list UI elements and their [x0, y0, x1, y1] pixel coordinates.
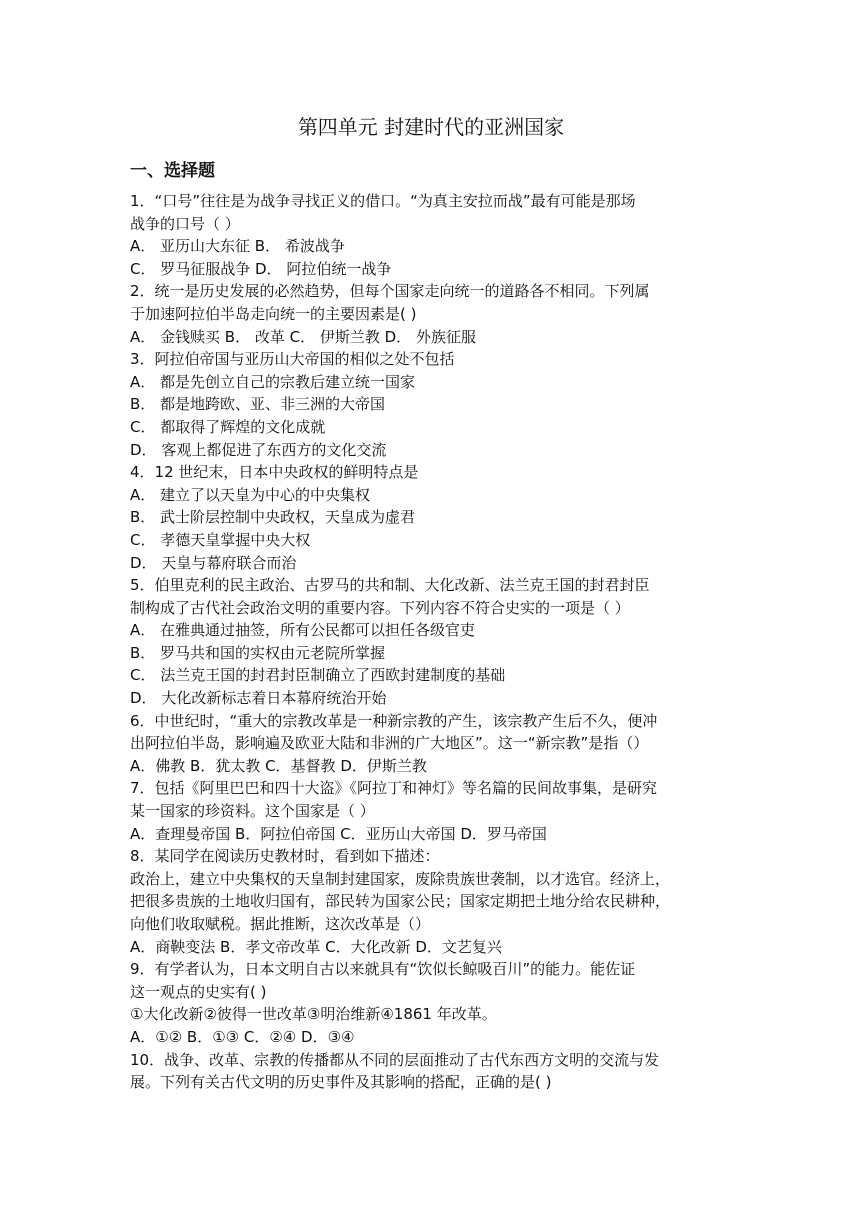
text-line: 7．包括《阿里巴巴和四十大盗》《阿拉丁和神灯》等名篇的民间故事集，是研究 [130, 779, 658, 798]
text-line: C． 都取得了辉煌的文化成就 [130, 417, 326, 436]
text-line: 这一观点的史实有( ) [130, 982, 267, 1001]
text-line: B． 武士阶层控制中央政权，天皇成为虚君 [130, 508, 416, 527]
text-line: 展。下列有关古代文明的历史事件及其影响的搭配，正确的是( ) [130, 1073, 552, 1092]
section-heading: 一、选择题 [130, 161, 215, 181]
text-line: A．①② B．①③ C．②④ D．③④ [130, 1027, 355, 1046]
text-line: 6．中世纪时，“重大的宗教改革是一种新宗教的产生，该宗教产生后不久，便冲 [130, 711, 658, 730]
text-line: 8．某同学在阅读历史教材时，看到如下描述： [130, 847, 440, 866]
text-line: 1．“口号”往往是为战争寻找正义的借口。“为真主安拉而战”最有可能是那场 [130, 192, 636, 210]
text-line: 于加速阿拉伯半岛走向统一的主要因素是( ) [130, 304, 417, 323]
text-line: 2．统一是历史发展的必然趋势，但每个国家走向统一的道路各不相同。下列属 [130, 282, 650, 301]
text-line: A．查理曼帝国 B．阿拉伯帝国 C．亚历山大帝国 D．罗马帝国 [130, 824, 547, 843]
text-line: 出阿拉伯半岛，影响遍及欧亚大陆和非洲的广大地区”。这一“新宗教”是指（） [130, 734, 649, 753]
text-line: 某一国家的珍资料。这个国家是（ ） [130, 802, 375, 821]
text-line: 向他们收取赋税。据此推断，这次改革是（） [130, 915, 431, 933]
text-line: A．佛教 B．犹太教 C．基督教 D．伊斯兰教 [130, 756, 427, 775]
text-line: 10．战争、改革、宗教的传播都从不同的层面推动了古代东西方文明的交流与发 [130, 1050, 660, 1069]
text-line: 政治上，建立中央集权的天皇制封建国家，废除贵族世袭制，以才选官。经济上， [130, 869, 671, 888]
text-line: 4．12 世纪末，日本中央政权的鲜明特点是 [130, 463, 419, 482]
text-line: A． 都是先创立自己的宗教后建立统一国家 [130, 372, 416, 391]
text-line: D． 大化改新标志着日本幕府统治开始 [130, 689, 387, 708]
page-title: 第四单元 封建时代的亚洲国家 [297, 115, 565, 139]
text-line: B． 都是地跨欧、亚、非三洲的大帝国 [130, 395, 386, 414]
text-line: C． 孝德天皇掌握中央大权 [130, 530, 311, 549]
text-line: A． 建立了以天皇为中心的中央集权 [130, 485, 371, 504]
text-line: ①大化改新②彼得一世改革③明治维新④1861 年改革。 [130, 1005, 497, 1024]
text-line: C． 法兰克王国的封君封臣制确立了西欧封建制度的基础 [130, 666, 506, 685]
text-line: D． 天皇与幕府联合而治 [130, 553, 297, 572]
text-line: C． 罗马征服战争 D． 阿拉伯统一战争 [130, 259, 392, 278]
text-line: 制构成了古代社会政治文明的重要内容。下列内容不符合史实的一项是（ ） [130, 598, 630, 617]
text-line: A． 在雅典通过抽签，所有公民都可以担任各级官吏 [130, 621, 476, 640]
text-line: A． 亚历山大东征 B． 希波战争 [130, 237, 345, 256]
text-line: B． 罗马共和国的实权由元老院所掌握 [130, 643, 386, 662]
text-line: 3．阿拉伯帝国与亚历山大帝国的相似之处不包括 [130, 350, 455, 369]
question-list [130, 190, 732, 1094]
text-line: 5．伯里克利的民主政治、古罗马的共和制、大化改新、法兰克王国的封君封臣 [130, 576, 650, 595]
text-line: D． 客观上都促进了东西方的文化交流 [130, 440, 387, 459]
text-line: 战争的口号（ ） [130, 214, 240, 233]
text-line: A． 金钱赎买 B． 改革 C． 伊斯兰教 D． 外族征服 [130, 327, 476, 346]
text-line: A．商鞅变法 B．孝文帝改革 C．大化改新 D．文艺复兴 [130, 937, 502, 956]
text-line: 把很多贵族的土地收归国有，部民转为国家公民；国家定期把土地分给农民耕种， [130, 892, 671, 911]
text-line: 9．有学者认为，日本文明自古以来就具有“饮似长鲸吸百川”的能力。能佐证 [130, 960, 636, 979]
document-page [130, 112, 732, 1094]
